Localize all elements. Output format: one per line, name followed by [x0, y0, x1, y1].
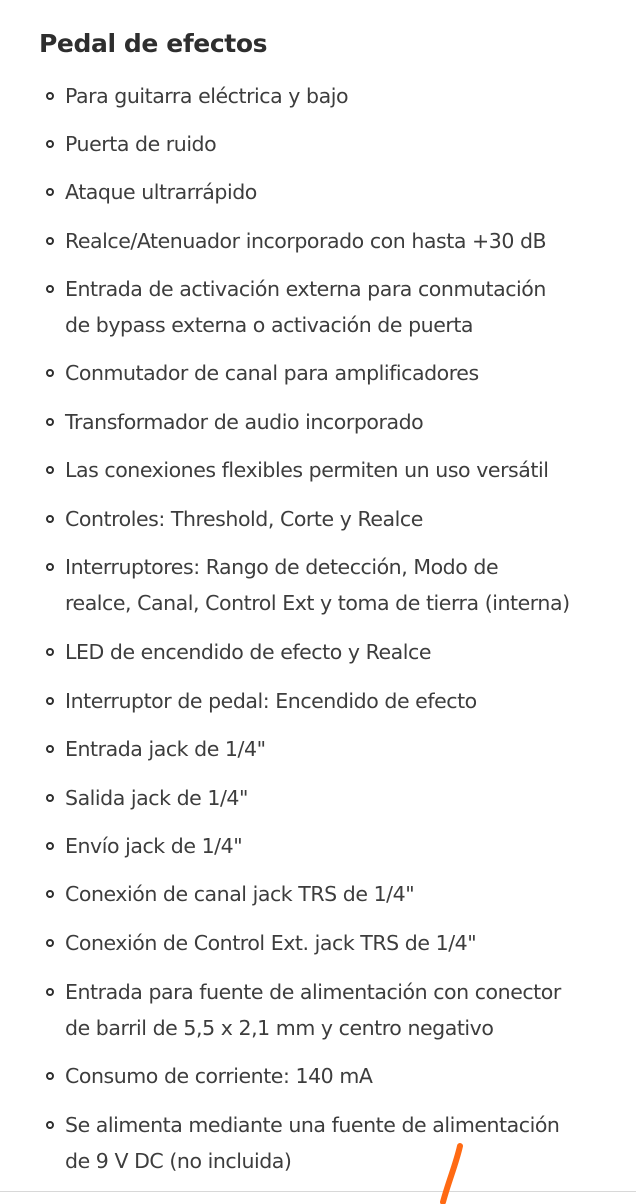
circle-bullet-icon: [46, 188, 54, 196]
circle-bullet-icon: [46, 237, 54, 245]
section-title: Pedal de efectos: [39, 29, 268, 58]
feature-text: [65, 271, 605, 343]
circle-bullet-icon: [46, 285, 54, 293]
feature-line-continuation: realce, Canal, Control Ext y toma de tierra (interna): [65, 591, 570, 615]
feature-line: Conmutador de canal para amplificadores: [65, 361, 479, 385]
feature-line: Para guitarra eléctrica y bajo: [65, 84, 349, 108]
circle-bullet-icon: [46, 140, 54, 148]
feature-line: Entrada jack de 1/4": [65, 737, 266, 761]
feature-text: [65, 126, 605, 162]
circle-bullet-icon: [46, 648, 54, 656]
feature-text: [65, 780, 605, 816]
feature-text: [65, 501, 605, 537]
circle-bullet-icon: [46, 563, 54, 571]
circle-bullet-icon: [46, 369, 54, 377]
feature-line: Controles: Threshold, Corte y Realce: [65, 507, 423, 531]
feature-line: LED de encendido de efecto y Realce: [65, 640, 432, 664]
circle-bullet-icon: [46, 842, 54, 850]
feature-line-continuation: de bypass externa o activación de puerta: [65, 313, 474, 337]
feature-line: Interruptores: Rango de detección, Modo de: [65, 555, 499, 579]
feature-line: Interruptor de pedal: Encendido de efecto: [65, 689, 477, 713]
feature-line: Consumo de corriente: 140 mA: [65, 1064, 373, 1088]
feature-line: Se alimenta mediante una fuente de alimentación: [65, 1113, 560, 1137]
circle-bullet-icon: [46, 515, 54, 523]
feature-text: [65, 925, 605, 961]
circle-bullet-icon: [46, 1121, 54, 1129]
feature-text: [65, 876, 605, 912]
feature-line: Envío jack de 1/4": [65, 834, 243, 858]
feature-text: [65, 634, 605, 670]
feature-line: Ataque ultrarrápido: [65, 180, 257, 204]
feature-line: Conexión de canal jack TRS de 1/4": [65, 882, 415, 906]
feature-line: Realce/Atenuador incorporado con hasta +30 dB: [65, 229, 547, 253]
feature-line: Entrada de activación externa para conmutación: [65, 277, 546, 301]
feature-line: Salida jack de 1/4": [65, 786, 248, 810]
bottom-divider: [0, 1191, 636, 1192]
feature-line: Conexión de Control Ext. jack TRS de 1/4": [65, 931, 477, 955]
feature-line: Las conexiones flexibles permiten un uso versátil: [65, 458, 549, 482]
circle-bullet-icon: [46, 890, 54, 898]
feature-text: [65, 828, 605, 864]
feature-text: [65, 1058, 605, 1094]
feature-text: [65, 549, 605, 621]
feature-text: [65, 355, 605, 391]
feature-line: Puerta de ruido: [65, 132, 217, 156]
feature-text: [65, 223, 605, 259]
feature-line-continuation: de 9 V DC (no incluida): [65, 1149, 292, 1173]
feature-text: [65, 974, 605, 1046]
feature-text: [65, 78, 605, 114]
feature-line: Transformador de audio incorporado: [65, 410, 424, 434]
feature-text: [65, 174, 605, 210]
feature-text: [65, 1107, 605, 1179]
feature-text: [65, 683, 605, 719]
feature-text: [65, 452, 605, 488]
circle-bullet-icon: [46, 794, 54, 802]
circle-bullet-icon: [46, 697, 54, 705]
circle-bullet-icon: [46, 92, 54, 100]
circle-bullet-icon: [46, 466, 54, 474]
feature-line: Entrada para fuente de alimentación con conector: [65, 980, 561, 1004]
feature-text: [65, 404, 605, 440]
circle-bullet-icon: [46, 745, 54, 753]
feature-line-continuation: de barril de 5,5 x 2,1 mm y centro negativo: [65, 1016, 494, 1040]
circle-bullet-icon: [46, 418, 54, 426]
circle-bullet-icon: [46, 988, 54, 996]
circle-bullet-icon: [46, 1072, 54, 1080]
feature-text: [65, 731, 605, 767]
circle-bullet-icon: [46, 939, 54, 947]
